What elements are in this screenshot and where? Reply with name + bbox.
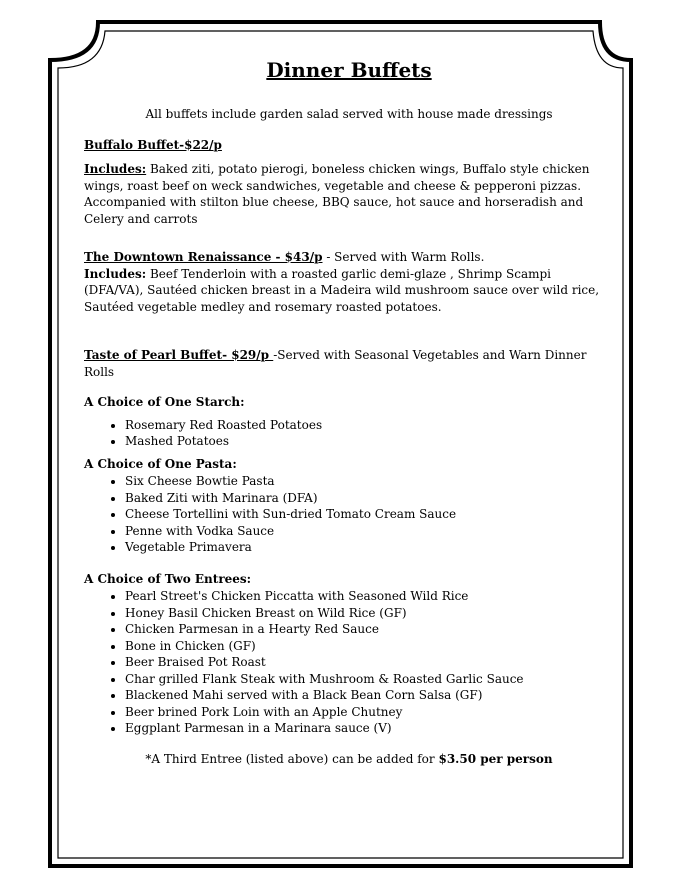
includes-text: Beef Tenderloin with a roasted garlic demi-glaze , Shrimp Scampi (DFA/VA), Sautéed chicken breast in a Madeira wild mushroom sauce over wild rice, Sautéed vegetable medley and rosemary roasted potatoes. [84,266,600,314]
list-item: • Vegetable Primavera [125,539,614,556]
list-item: • Honey Basil Chicken Breast on Wild Rice (GF) [125,605,614,622]
third-note-text: *A Third Entree (listed above) can be added for [145,751,439,766]
pearl-heading-line [84,347,614,380]
pasta-list [84,473,614,556]
downtown-note: - Served with Warm Rolls. [322,250,485,264]
starch-label: A Choice of One Starch: [84,395,245,409]
downtown-heading-line [84,249,614,266]
list-item: • Six Cheese Bowtie Pasta [125,473,614,490]
pasta-label: A Choice of One Pasta: [84,456,237,471]
pearl-section [84,347,614,767]
third-note-price: $3.50 per person [438,751,553,766]
list-item: • Blackened Mahi served with a Black Bean Corn Salsa (GF) [125,687,614,704]
list-item: • Chicken Parmesan in a Hearty Red Sauce [125,621,614,638]
downtown-section [84,249,614,315]
menu-content [84,56,614,767]
pearl-heading: Taste of Pearl Buffet- $29/p [84,348,274,362]
buffalo-section [84,137,614,228]
list-item: • Baked Ziti with Marinara (DFA) [125,490,614,507]
intro-text: All buffets include garden salad served with house made dressings [145,107,553,121]
entrees-label: A Choice of Two Entrees: [84,571,252,586]
includes-label: Includes: [84,162,147,176]
buffalo-includes [84,161,614,227]
entrees-list [84,588,614,737]
list-item: • Char grilled Flank Steak with Mushroom & Roasted Garlic Sauce [125,671,614,688]
page-title: Dinner Buffets [266,58,432,82]
list-item: • Penne with Vodka Sauce [125,523,614,540]
buffalo-heading: Buffalo Buffet-$22/p [84,137,222,152]
downtown-includes [84,266,614,316]
list-item: • Beer brined Pork Loin with an Apple Chutney [125,704,614,721]
list-item: • Eggplant Parmesan in a Marinara sauce (V) [125,720,614,737]
list-item: • Beer Braised Pot Roast [125,654,614,671]
includes-label: Includes: [84,266,147,281]
downtown-heading: The Downtown Renaissance - $43/p [84,250,323,264]
list-item: • Bone in Chicken (GF) [125,638,614,655]
includes-text: Baked ziti, potato pierogi, boneless chicken wings, Buffalo style chicken wings, roast beef on weck sandwiches, vegetable and cheese & pepperoni pizzas. Accompanied with stilton blue cheese, BBQ sauce, hot sauce and horseradish and Celery and carrots [84,162,590,226]
pearl-note: -Served with Seasonal Vegetables and Warn Dinner Rolls [84,348,587,379]
third-entree-note [84,751,614,768]
list-item: • Cheese Tortellini with Sun-dried Tomato Cream Sauce [125,506,614,523]
list-item: • Pearl Street's Chicken Piccatta with Seasoned Wild Rice [125,588,614,605]
starch-list [84,417,614,450]
list-item: • Mashed Potatoes [125,433,614,450]
list-item: • Rosemary Red Roasted Potatoes [125,417,614,434]
